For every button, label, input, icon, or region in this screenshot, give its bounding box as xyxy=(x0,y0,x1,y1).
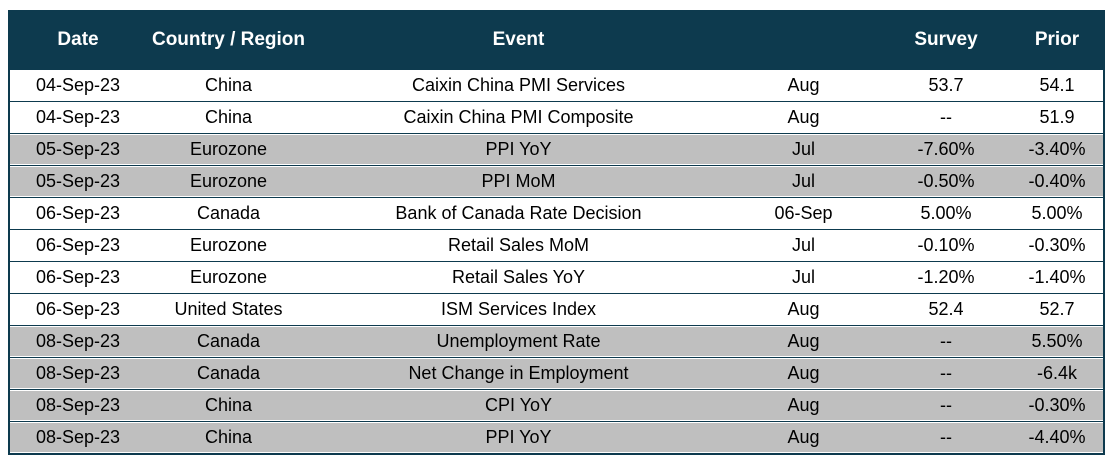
cell-date: 05-Sep-23 xyxy=(9,134,146,166)
table-header xyxy=(9,11,1104,69)
column-header-region: Country / Region xyxy=(146,11,311,69)
cell-prior: -0.30% xyxy=(1011,230,1104,262)
cell-event: CPI YoY xyxy=(311,390,726,422)
cell-event: PPI MoM xyxy=(311,166,726,198)
cell-date: 06-Sep-23 xyxy=(9,198,146,230)
cell-prior: -0.40% xyxy=(1011,166,1104,198)
cell-region: China xyxy=(146,422,311,455)
table-row xyxy=(9,102,1104,134)
table-row xyxy=(9,166,1104,198)
cell-period: Jul xyxy=(726,166,881,198)
cell-prior: 5.50% xyxy=(1011,326,1104,358)
cell-region: Eurozone xyxy=(146,262,311,294)
cell-survey: -0.10% xyxy=(881,230,1011,262)
column-header-period xyxy=(726,11,881,69)
cell-prior: -4.40% xyxy=(1011,422,1104,455)
cell-region: China xyxy=(146,69,311,102)
cell-period: Jul xyxy=(726,262,881,294)
cell-region: Eurozone xyxy=(146,230,311,262)
table-row xyxy=(9,326,1104,358)
column-header-date: Date xyxy=(9,11,146,69)
table-row xyxy=(9,69,1104,102)
column-header-survey: Survey xyxy=(881,11,1011,69)
cell-event: Bank of Canada Rate Decision xyxy=(311,198,726,230)
cell-prior: 52.7 xyxy=(1011,294,1104,326)
column-header-event: Event xyxy=(311,11,726,69)
table-row xyxy=(9,390,1104,422)
cell-date: 08-Sep-23 xyxy=(9,422,146,455)
column-header-prior: Prior xyxy=(1011,11,1104,69)
cell-period: Aug xyxy=(726,358,881,390)
table-row xyxy=(9,262,1104,294)
cell-event: ISM Services Index xyxy=(311,294,726,326)
table-row xyxy=(9,422,1104,455)
cell-date: 05-Sep-23 xyxy=(9,166,146,198)
cell-date: 08-Sep-23 xyxy=(9,326,146,358)
cell-region: Canada xyxy=(146,358,311,390)
cell-date: 08-Sep-23 xyxy=(9,390,146,422)
cell-period: Aug xyxy=(726,294,881,326)
cell-survey: -0.50% xyxy=(881,166,1011,198)
cell-prior: 51.9 xyxy=(1011,102,1104,134)
cell-survey: 53.7 xyxy=(881,69,1011,102)
cell-survey: -7.60% xyxy=(881,134,1011,166)
cell-region: China xyxy=(146,102,311,134)
table-body xyxy=(9,69,1104,454)
cell-period: Aug xyxy=(726,102,881,134)
cell-event: Net Change in Employment xyxy=(311,358,726,390)
cell-date: 06-Sep-23 xyxy=(9,262,146,294)
cell-prior: -3.40% xyxy=(1011,134,1104,166)
cell-period: Aug xyxy=(726,326,881,358)
cell-prior: -0.30% xyxy=(1011,390,1104,422)
cell-date: 04-Sep-23 xyxy=(9,69,146,102)
cell-prior: -6.4k xyxy=(1011,358,1104,390)
cell-survey: -- xyxy=(881,390,1011,422)
table-row xyxy=(9,230,1104,262)
cell-prior: -1.40% xyxy=(1011,262,1104,294)
cell-event: Retail Sales MoM xyxy=(311,230,726,262)
cell-survey: -1.20% xyxy=(881,262,1011,294)
cell-prior: 54.1 xyxy=(1011,69,1104,102)
cell-period: Jul xyxy=(726,134,881,166)
table-row xyxy=(9,198,1104,230)
cell-event: Caixin China PMI Composite xyxy=(311,102,726,134)
economic-calendar-table xyxy=(8,10,1105,455)
cell-period: Aug xyxy=(726,422,881,455)
table-row xyxy=(9,134,1104,166)
cell-event: Caixin China PMI Services xyxy=(311,69,726,102)
cell-region: Canada xyxy=(146,326,311,358)
cell-survey: -- xyxy=(881,358,1011,390)
cell-period: Jul xyxy=(726,230,881,262)
cell-survey: -- xyxy=(881,326,1011,358)
cell-event: PPI YoY xyxy=(311,422,726,455)
cell-survey: -- xyxy=(881,422,1011,455)
cell-date: 06-Sep-23 xyxy=(9,294,146,326)
cell-period: Aug xyxy=(726,390,881,422)
cell-event: Retail Sales YoY xyxy=(311,262,726,294)
cell-date: 06-Sep-23 xyxy=(9,230,146,262)
cell-survey: 52.4 xyxy=(881,294,1011,326)
cell-region: Eurozone xyxy=(146,134,311,166)
table-row xyxy=(9,294,1104,326)
cell-survey: -- xyxy=(881,102,1011,134)
cell-survey: 5.00% xyxy=(881,198,1011,230)
cell-region: Eurozone xyxy=(146,166,311,198)
cell-region: Canada xyxy=(146,198,311,230)
cell-date: 08-Sep-23 xyxy=(9,358,146,390)
cell-event: Unemployment Rate xyxy=(311,326,726,358)
cell-prior: 5.00% xyxy=(1011,198,1104,230)
header-row xyxy=(9,11,1104,69)
cell-region: United States xyxy=(146,294,311,326)
cell-date: 04-Sep-23 xyxy=(9,102,146,134)
cell-period: 06-Sep xyxy=(726,198,881,230)
cell-event: PPI YoY xyxy=(311,134,726,166)
cell-period: Aug xyxy=(726,69,881,102)
cell-region: China xyxy=(146,390,311,422)
table-row xyxy=(9,358,1104,390)
